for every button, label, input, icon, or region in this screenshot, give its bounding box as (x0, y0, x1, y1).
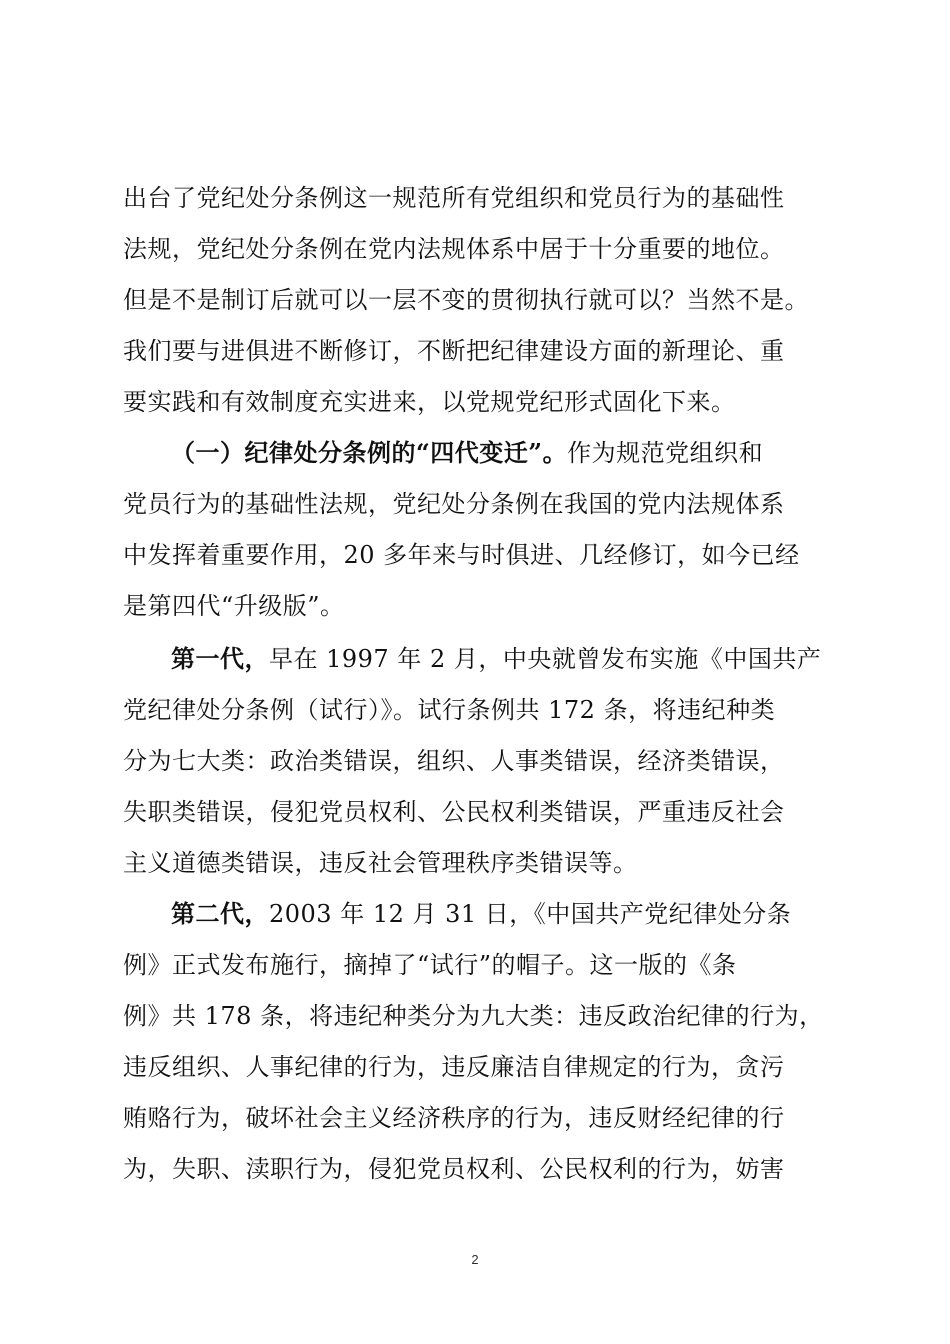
text-line: 违反组织、人事纪律的行为，违反廉洁自律规定的行为，贪污 (123, 1053, 785, 1081)
text-line: 要实践和有效制度充实进来，以党规党纪形式固化下来。 (123, 388, 736, 416)
text-line: 贿赂行为，破坏社会主义经济秩序的行为，违反财经纪律的行 (123, 1104, 785, 1132)
text-span: 2003 年 12 月 31 日，《中国共产党纪律处分条 (269, 900, 792, 928)
paragraph-first-line (171, 899, 833, 929)
text-line: 我们要与进俱进不断修订，不断把纪律建设方面的新理论、重 (123, 337, 785, 365)
text-line: 法规，党纪处分条例在党内法规体系中居于十分重要的地位。 (123, 235, 785, 263)
text-line: 是第四代“升级版”。 (123, 592, 345, 620)
paragraph-lead: 第一代， (171, 644, 269, 673)
paragraph-first-line (171, 644, 833, 674)
text-line: 中发挥着重要作用，20 多年来与时俱进、几经修订，如今已经 (123, 541, 800, 569)
text-line: 为，失职、渎职行为，侵犯党员权利、公民权利的行为，妨害 (123, 1155, 785, 1183)
paragraph-lead: 第二代， (171, 899, 269, 928)
text-line: 党员行为的基础性法规，党纪处分条例在我国的党内法规体系 (123, 490, 785, 518)
page-number: 2 (471, 1252, 479, 1267)
text-line: 分为七大类：政治类错误，组织、人事类错误，经济类错误， (123, 747, 785, 775)
text-span: 早在 1997 年 2 月，中央就曾发布实施《中国共产 (269, 645, 822, 673)
text-line: 失职类错误，侵犯党员权利、公民权利类错误，严重违反社会 (123, 798, 785, 826)
text-line: 例》共 178 条，将违纪种类分为九大类：违反政治纪律的行为， (123, 1002, 824, 1030)
section-heading: （一）纪律处分条例的“四代变迁”。 (171, 438, 568, 467)
text-line: 出台了党纪处分条例这一规范所有党组织和党员行为的基础性 (123, 184, 785, 212)
section-heading-line (171, 438, 833, 468)
text-line: 但是不是制订后就可以一层不变的贯彻执行就可以？当然不是。 (123, 286, 809, 314)
text-line: 主义道德类错误，违反社会管理秩序类错误等。 (123, 849, 638, 877)
text-line: 党纪律处分条例（试行）》。试行条例共 172 条，将违纪种类 (123, 696, 776, 724)
text-line: 例》正式发布施行，摘掉了“试行”的帽子。这一版的《条 (123, 951, 737, 979)
text-span: 作为规范党组织和 (567, 439, 764, 467)
